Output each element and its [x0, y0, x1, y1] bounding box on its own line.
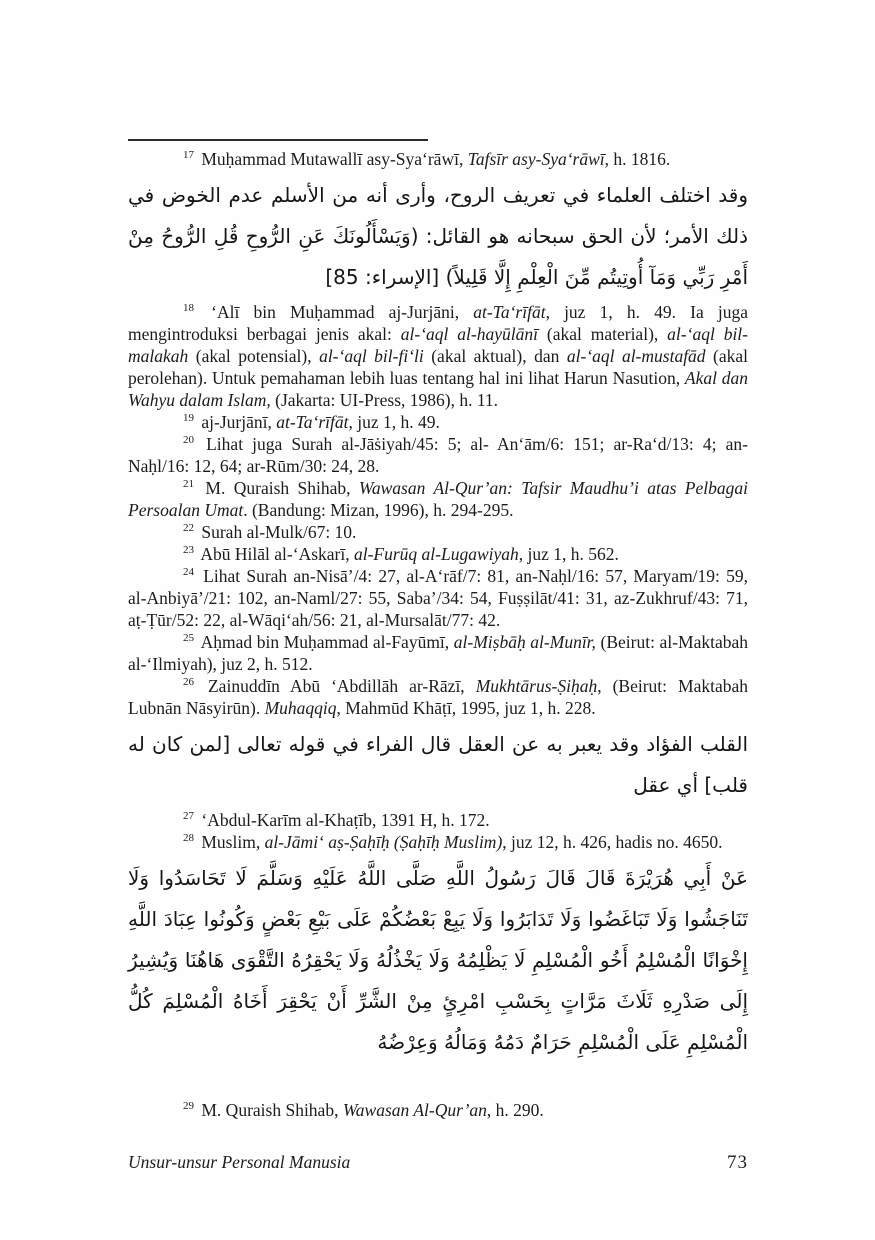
footnote-run: Muslim,	[197, 832, 265, 852]
footnote-run: , juz 1, h. 562.	[518, 544, 619, 564]
arabic-quote: وقد اختلف العلماء في تعريف الروح، وأرى أنه من الأسلم عدم الخوض في ذلك الأمر؛ لأن الحق سبحانه هو القائل: (وَيَسْأَلُونَكَ عَنِ الرُّوحِ قُلِ الرُّوحُ مِنْ أَمْرِ رَبِّي وَمَآ أُوتِيتُم مِّنَ الْعِلْمِ إِلَّا قَلِيلاً) [الإسراء: 85]	[128, 183, 748, 289]
footnote-title-italic: al-Jāmi‘ aṣ-Ṣaḥīḥ (Ṣaḥīḥ Muslim)	[264, 832, 503, 852]
footnote-23	[128, 543, 748, 565]
footnote-text	[128, 1099, 748, 1121]
footnote-run: (akal material),	[537, 324, 668, 344]
footnote-text	[128, 521, 748, 543]
footnote-run: ‘Alī bin Muḥammad aj-Jurjāni,	[197, 302, 474, 322]
footnote-number: 17	[183, 149, 194, 162]
footnote-run: . (Bandung: Mizan, 1996), h. 294-295.	[243, 500, 514, 520]
footnote-run: aj-Jurjānī,	[197, 412, 277, 432]
footnote-separator	[128, 139, 428, 141]
footnote-run: , juz 1, h. 49.	[348, 412, 440, 432]
footnote-run: , h. 290.	[486, 1100, 544, 1120]
arabic-quote: القلب الفؤاد وقد يعبر به عن العقل قال الفراء في قوله تعالى [لمن كان له قلب] أي عقل	[128, 732, 748, 797]
footnote-number: 29	[183, 1100, 194, 1113]
footnote-title-italic: Wawasan Al-Qur’an	[342, 1100, 487, 1120]
footnote-24	[128, 565, 748, 631]
footnote-number: 22	[183, 522, 194, 535]
footnotes-section	[128, 148, 748, 1121]
footnote-text	[128, 675, 748, 719]
page-footer	[128, 1152, 748, 1174]
footnote-text	[128, 565, 748, 631]
footnote-run: Lihat juga Surah al-Jāṡiyah/45: 5; al- An‘ām/6: 151; ar-Ra‘d/13: 4; an-Naḥl/16: 12, 64; ar-Rūm/30: 24, 28.	[128, 434, 748, 476]
page-number: 73	[727, 1152, 748, 1173]
footnote-25	[128, 631, 748, 675]
footnote-text	[128, 411, 748, 433]
footnote-run: (Beirut: al-Maktabah al-‘Ilmiyah), juz 2, h. 512.	[128, 632, 748, 674]
footnote-text	[128, 809, 748, 831]
footnote-number: 20	[183, 434, 194, 447]
footnote-number: 23	[183, 544, 194, 557]
footnote-title-italic: al-‘aql bil-malakah	[128, 324, 749, 366]
footnote-title-italic: at-Ta‘rīfāt	[276, 412, 349, 432]
footnote-title-italic: al-‘aql al-hayūlānī	[400, 324, 538, 344]
footnote-title-italic: al-Furūq al-Lugawiyah	[353, 544, 519, 564]
footnote-run: Surah al-Mulk/67: 10.	[197, 522, 357, 542]
footnote-29	[128, 1099, 748, 1121]
footnote-run: Muḥammad Mutawallī asy-Sya‘rāwī,	[197, 149, 468, 169]
footnote-title-italic: at-Ta‘rīfāt	[473, 302, 546, 322]
footnote-run: (akal potensial),	[188, 346, 320, 366]
footnote-number: 18	[183, 302, 194, 315]
footnote-run: , juz 1, h. 49. Ia juga mengintroduksi berbagai jenis akal:	[128, 302, 748, 344]
footnote-run: (akal aktual), dan	[423, 346, 567, 366]
running-footer-title: Unsur-unsur Personal Manusia	[128, 1152, 351, 1172]
footnote-run: (Jakarta: UI-Press, 1986), h. 11.	[270, 390, 499, 410]
footnote-title-italic: al-Miṣbāḥ al-Munīr,	[453, 632, 596, 652]
footnote-run: , Mahmūd Khāṭī, 1995, juz 1, h. 228.	[336, 698, 596, 718]
footnote-text	[128, 148, 748, 170]
footnote-title-italic: Akal dan Wahyu dalam Islam,	[128, 368, 748, 410]
footnote-number: 24	[183, 566, 194, 579]
footnote-run: , juz 12, h. 426, hadis no. 4650.	[502, 832, 723, 852]
footnote-20	[128, 433, 748, 477]
footnote-number: 28	[183, 832, 194, 845]
footnote-text	[128, 831, 748, 853]
footnote-run: Zainuddīn Abū ‘Abdillāh ar-Rāzī,	[197, 676, 476, 696]
footnote-title-italic: Wawasan Al-Qur’an: Tafsir Maudhu’i atas Pelbagai Persoalan Umat	[128, 478, 748, 520]
footnote-number: 21	[183, 478, 194, 491]
footnote-run: (akal perolehan). Untuk pemahaman lebih luas tentang hal ini lihat Harun Nasution,	[128, 346, 749, 388]
footnote-title-italic: al-‘aql bil-fi‘li	[319, 346, 424, 366]
footnote-run: Abū Hilāl al-‘Askarī,	[197, 544, 354, 564]
footnote-title-italic: Muhaqqiq	[264, 698, 337, 718]
footnote-number: 19	[183, 412, 194, 425]
footnote-run: Lihat Surah an-Nisā’/4: 27, al-A‘rāf/7: 81, an-Naḥl/16: 57, Maryam/19: 59, al-Anbiyā’/21: 102, an-Naml/27: 55, Saba’/34: 54, Fuṣṣilāt/41: 31, az-Zukhruf/43: 71, aṭ-Ṭūr/52: 22, al-Wāqi‘ah/56: 21, al-Mursalāt/77: 42.	[128, 566, 748, 630]
footnote-text	[128, 477, 748, 521]
footnote-17	[128, 148, 748, 298]
footnote-number: 25	[183, 632, 194, 645]
footnote-22	[128, 521, 748, 543]
footnote-run: ‘Abdul-Karīm al-Khaṭīb, 1391 H, h. 172.	[197, 810, 490, 830]
footnote-26	[128, 675, 748, 806]
footnote-title-italic: al-‘aql al-mustafād	[566, 346, 706, 366]
footnote-number: 27	[183, 810, 194, 823]
footnote-21	[128, 477, 748, 521]
footnote-run: , (Beirut: Maktabah Lubnān Nāsyirūn).	[128, 676, 748, 718]
footnote-title-italic: Tafsīr asy-Sya‘rāwī	[467, 149, 605, 169]
footnote-19	[128, 411, 748, 433]
footnote-text	[128, 433, 748, 477]
footnote-text	[128, 543, 748, 565]
footnote-number: 26	[183, 676, 194, 689]
footnote-run: Aḥmad bin Muḥammad al-Fayūmī,	[197, 632, 454, 652]
arabic-quote: عَنْ أَبِي هُرَيْرَةَ قَالَ قَالَ رَسُولُ اللَّهِ صَلَّى اللَّهُ عَلَيْهِ وَسَلَّمَ لَا تَحَاسَدُوا وَلَا تَنَاجَشُوا وَلَا تَبَاغَضُوا وَلَا تَدَابَرُوا وَلَا يَبِعْ بَعْضُكُمْ عَلَى بَيْعِ بَعْضٍ وَكُونُوا عِبَادَ اللَّهِ إِخْوَانًا الْمُسْلِمُ أَخُو الْمُسْلِمِ لَا يَظْلِمُهُ وَلَا يَخْذُلُهُ وَلَا يَحْقِرُهُ التَّقْوَى هَاهُنَا وَيُشِيرُ إِلَى صَدْرِهِ ثَلَاثَ مَرَّاتٍ بِحَسْبِ امْرِئٍ مِنْ الشَّرِّ أَنْ يَحْقِرَ أَخَاهُ الْمُسْلِمَ كُلُّ الْمُسْلِمِ عَلَى الْمُسْلِمِ حَرَامٌ دَمُهُ وَمَالُهُ وَعِرْضُهُ	[128, 866, 748, 1054]
footnote-run: , h. 1816.	[604, 149, 671, 169]
footnote-28	[128, 831, 748, 1063]
footnote-text	[128, 631, 748, 675]
footnote-27	[128, 809, 748, 831]
footnote-run: M. Quraish Shihab,	[197, 478, 359, 498]
footnote-18	[128, 301, 748, 411]
footnote-text	[128, 301, 748, 411]
footnote-title-italic: Mukhtārus-Ṣiḥaḥ	[475, 676, 598, 696]
footnote-run: M. Quraish Shihab,	[197, 1100, 343, 1120]
